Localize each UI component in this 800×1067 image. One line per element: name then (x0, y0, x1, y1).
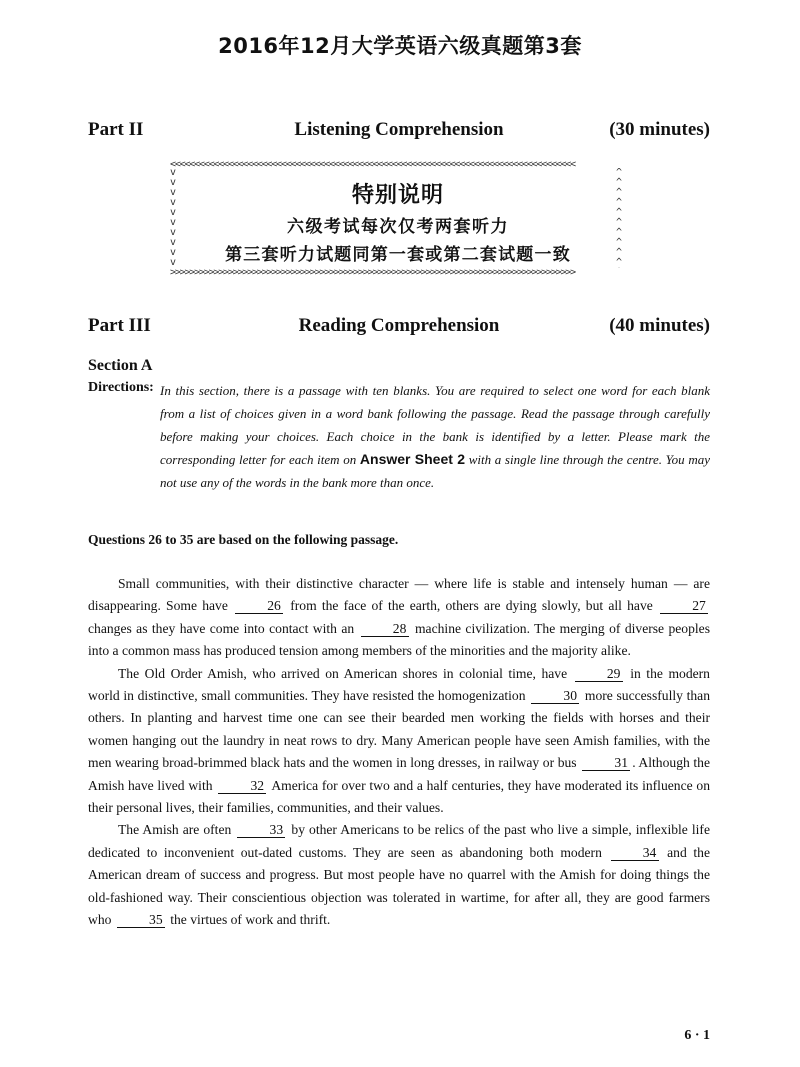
passage-text: machine civilization. The merging of diverse peoples into a common mass has produced tension among members of the minorities and the majority alike. (88, 620, 710, 659)
passage-text: by other Americans to be relics of the past who live a simple, inflexible life dedicated to inconvenient out-dated customs. They are seen as abandoning both modern (88, 822, 710, 860)
part-three-time: (40 minutes) (609, 315, 710, 336)
questions-intro: Questions 26 to 35 are based on the following passage. (88, 532, 399, 547)
passage-text: the virtues of work and thrift. (170, 912, 331, 928)
notice-line-2: 第三套听力试题同第一套或第二套试题一致 (225, 245, 571, 265)
passage-paragraph-2 (88, 663, 710, 820)
part-three-title: Reading Comprehension (298, 315, 500, 336)
blank-35: 35 (117, 912, 165, 928)
part-two-label: Part II (88, 119, 144, 140)
part-three-label: Part III (88, 315, 151, 336)
directions-label: Directions: (88, 380, 154, 395)
section-a-heading: Section A (88, 357, 153, 374)
notice-border-top: <<<<<<<<<<<<<<<<<<<<<<<<<<<<<<<<<<<<<<<<<<<<<<<<<<<<<<<<<<<<<<<<<<<<<<<<<<<<<<<<<<<< (170, 160, 575, 170)
notice-border-right: ^^^^^^^^^^ (616, 168, 623, 268)
document-title: 2016年12月大学英语六级真题第3套 (218, 34, 582, 58)
passage-text: The Old Order Amish, who arrived on American shores in colonial time, have (118, 665, 568, 681)
directions-text-after: with a single line through the centre. You may not use any of the words in the bank more than once. (160, 452, 711, 491)
part-two-time: (30 minutes) (609, 119, 710, 140)
special-notice-box (170, 160, 626, 282)
blank-27: 27 (660, 598, 708, 614)
passage-text: changes as they have come into contact with an (88, 620, 355, 636)
passage-text: . Although the Amish have lived with (88, 755, 710, 793)
passage-text: Small communities, with their distinctive character — where life is stable and intensely human — are disappearing. Some have (88, 576, 710, 614)
notice-border-left: vvvvvvvvvv (170, 168, 177, 268)
blank-28: 28 (361, 621, 409, 637)
passage-text: The Amish are often (118, 822, 232, 838)
part-two-header (88, 119, 710, 145)
blank-29: 29 (575, 666, 623, 682)
answer-sheet-label: Answer Sheet 2 (359, 451, 466, 468)
passage-text: from the face of the earth, others are dying slowly, but all have (290, 598, 653, 614)
passage-text: America for over two and a half centuries, they have moderated its influence on their personal lives, their families, communities, and their values. (88, 777, 710, 816)
blank-32: 32 (218, 778, 266, 794)
blank-26: 26 (235, 598, 283, 614)
passage-paragraph-1 (88, 573, 710, 663)
passage-text: in the modern world in distinctive, small communities. They have resisted the homogenization (88, 665, 710, 704)
blank-30: 30 (531, 688, 579, 704)
part-three-header (88, 315, 710, 341)
passage-paragraph-3 (88, 819, 710, 931)
page-number: 6 · 1 (684, 1028, 710, 1043)
notice-line-1: 六级考试每次仅考两套听力 (287, 217, 509, 237)
blank-33: 33 (237, 822, 285, 838)
blank-34: 34 (611, 845, 659, 861)
directions-text-before: In this section, there is a passage with ten blanks. You are required to select one word for each blank from a list of choices given in a word bank following the passage. Read the passage through carefully before making your choices. Each choice in the bank is identified by a letter. Please mark the corresponding letter for each item on (160, 383, 710, 468)
directions-text (160, 380, 710, 495)
passage-text: more successfully than others. In planting and harvest time one can see their bearded men working the fields with horses and their women hanging out the laundry in neat rows to dry. Many American people have seen Amish families, with the men wearing broad-brimmed black hats and the women in long dresses, in railway or bus (88, 688, 711, 771)
blank-31: 31 (582, 755, 630, 771)
notice-heading: 特别说明 (351, 183, 444, 208)
passage-text: and the American dream of success and progress. But most people have no quarrel with the Amish for doing things the old-fashioned way. Their conscientious objection was tolerated in wartime, for after all, they are good farmers who (88, 844, 710, 928)
part-two-title: Listening Comprehension (294, 119, 504, 140)
notice-border-bottom: >>>>>>>>>>>>>>>>>>>>>>>>>>>>>>>>>>>>>>>>>>>>>>>>>>>>>>>>>>>>>>>>>>>>>>>>>>>>>>>>>>>> (170, 268, 575, 278)
reading-passage (88, 573, 710, 932)
